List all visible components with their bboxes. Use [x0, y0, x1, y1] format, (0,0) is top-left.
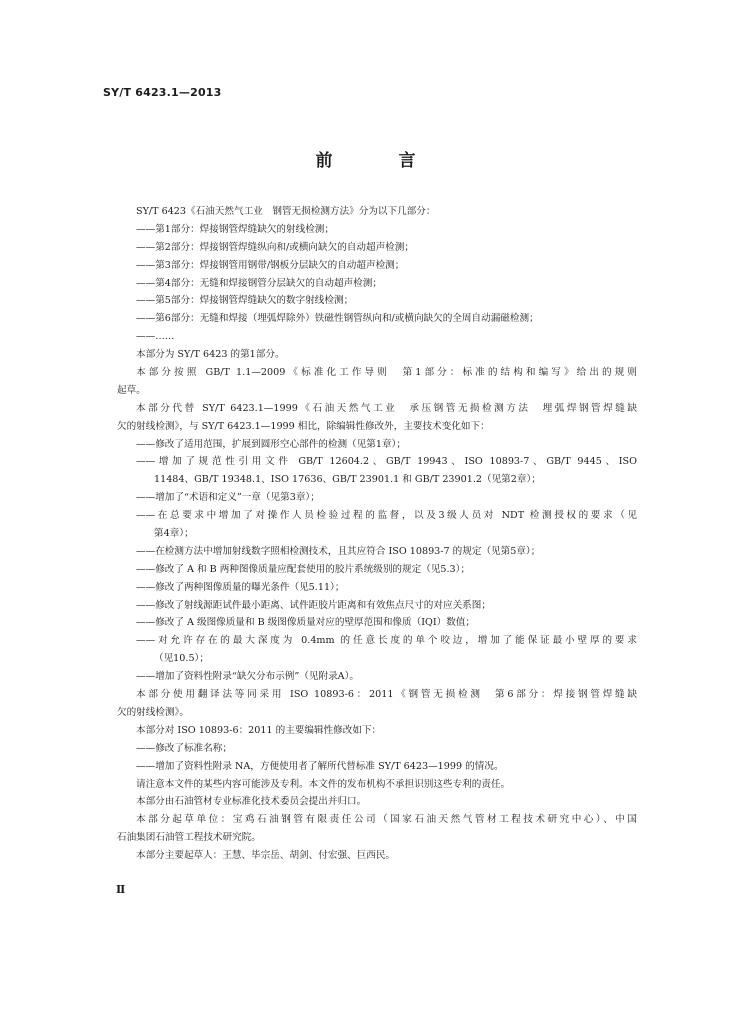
text-line: ——增加了资料性附录 NA，方便使用者了解所代替标准 SY/T 6423—1999 的情况。: [136, 760, 504, 772]
text-line: （见10.5）；: [154, 653, 209, 665]
text-line: ——增加了资料性附录“缺欠分布示例”（见附录A）。: [136, 671, 359, 683]
text-line: ——第5部分：焊接钢管焊缝缺欠的数字射线检测；: [136, 295, 354, 307]
text-line: ——第4部分：无缝和焊接钢管分层缺欠的自动超声检测；: [136, 277, 382, 289]
text-line: ——修改了适用范围，扩展到圆形空心部件的检测（见第1章）；: [136, 438, 406, 450]
text-line: 起草。: [117, 384, 146, 396]
text-line: ——增加了规范性引用文件 GB/T 12604.2、GB/T 19943、ISO 10893-7、GB/T 9445、ISO: [136, 456, 637, 468]
text-line: 本部分按照 GB/T 1.1—2009《标准化工作导则 第1部分：标准的结构和编写》给出的规则: [136, 367, 637, 379]
text-line: 请注意本文件的某些内容可能涉及专利。本文件的发布机构不承担识别这些专利的责任。: [136, 778, 511, 790]
foreword-body: [117, 203, 637, 865]
text-line: 本部分由石油管材专业标准化技术委员会提出并归口。: [136, 796, 367, 808]
text-line: 石油集团石油管工程技术研究院。: [117, 832, 261, 844]
text-line: 本部分代替 SY/T 6423.1—1999《石油天然气工业 承压钢管无损检测方法 埋弧焊钢管焊缝缺: [136, 402, 637, 414]
text-line: 本部分为 SY/T 6423 的第1部分。: [136, 349, 285, 361]
text-line: ——修改了两种图像质量的曝光条件（见5.11）；: [136, 581, 345, 593]
text-line: 欠的射线检测》，与 SY/T 6423.1—1999 相比，除编辑性修改外，主要技术变化如下：: [117, 420, 490, 432]
text-line: ——修改了 A 级图像质量和 B 级图像质量对应的壁厚范围和像质（IQI）数值；: [136, 617, 476, 629]
text-line: SY/T 6423《石油天然气工业 钢管无损检测方法》分为以下几部分：: [136, 206, 436, 217]
text-line: ——在检测方法中增加射线数字照相检测技术，且其应符合 ISO 10893-7 的规定（见第5章）；: [136, 545, 541, 557]
text-line: ——……: [136, 331, 175, 343]
text-line: 第4章）；: [154, 528, 194, 540]
text-line: ——对允许存在的最大深度为 0.4mm 的任意长度的单个咬边，增加了能保证最小壁厚的要求: [136, 635, 637, 647]
text-line: ——增加了“术语和定义”一章（见第3章）；: [136, 492, 320, 504]
page-title: 前 言: [315, 151, 446, 171]
text-line: 本部分主要起草人：王慧、毕宗岳、胡剑、付宏强、巨西民。: [136, 850, 396, 862]
text-line: ——修改了 A 和 B 两种图像质量应配套使用的胶片系统级别的规定（见5.3）；: [136, 563, 471, 575]
text-line: ——第6部分：无缝和焊接（埋弧焊除外）铁磁性钢管纵向和/或横向缺欠的全周自动漏磁检测；: [136, 313, 539, 325]
text-line: ——第1部分：焊接钢管焊缝缺欠的射线检测；: [136, 223, 334, 235]
text-line: ——修改了标准名称；: [136, 742, 232, 754]
text-line: ——第2部分：焊接钢管焊缝纵向和/或横向缺欠的自动超声检测；: [136, 241, 414, 253]
text-line: 本部分对 ISO 10893-6：2011 的主要编辑性修改如下：: [136, 724, 382, 736]
page-number: Ⅱ: [116, 883, 126, 896]
text-line: 本部分使用翻译法等同采用 ISO 10893-6：2011《钢管无损检测 第6部分：焊接钢管焊缝缺: [136, 689, 637, 701]
document-code: SY/T 6423.1—2013: [103, 86, 222, 99]
text-line: 欠的射线检测》。: [117, 706, 189, 718]
text-line: ——在总要求中增加了对操作人员检验过程的监督，以及3级人员对 NDT 检测授权的要求（见: [136, 510, 637, 522]
text-line: 本部分起草单位：宝鸡石油钢管有限责任公司（国家石油天然气管材工程技术研究中心）、中国: [136, 814, 637, 826]
text-line: 11484、GB/T 19348.1、ISO 17636、GB/T 23901.1 和 GB/T 23901.2（见第2章）；: [154, 474, 541, 486]
text-line: ——修改了射线源距试件最小距离、试件距胶片距离和有效焦点尺寸的对应关系图；: [136, 599, 491, 611]
text-line: ——第3部分：焊接钢管用钢带/钢板分层缺欠的自动超声检测；: [136, 259, 405, 271]
